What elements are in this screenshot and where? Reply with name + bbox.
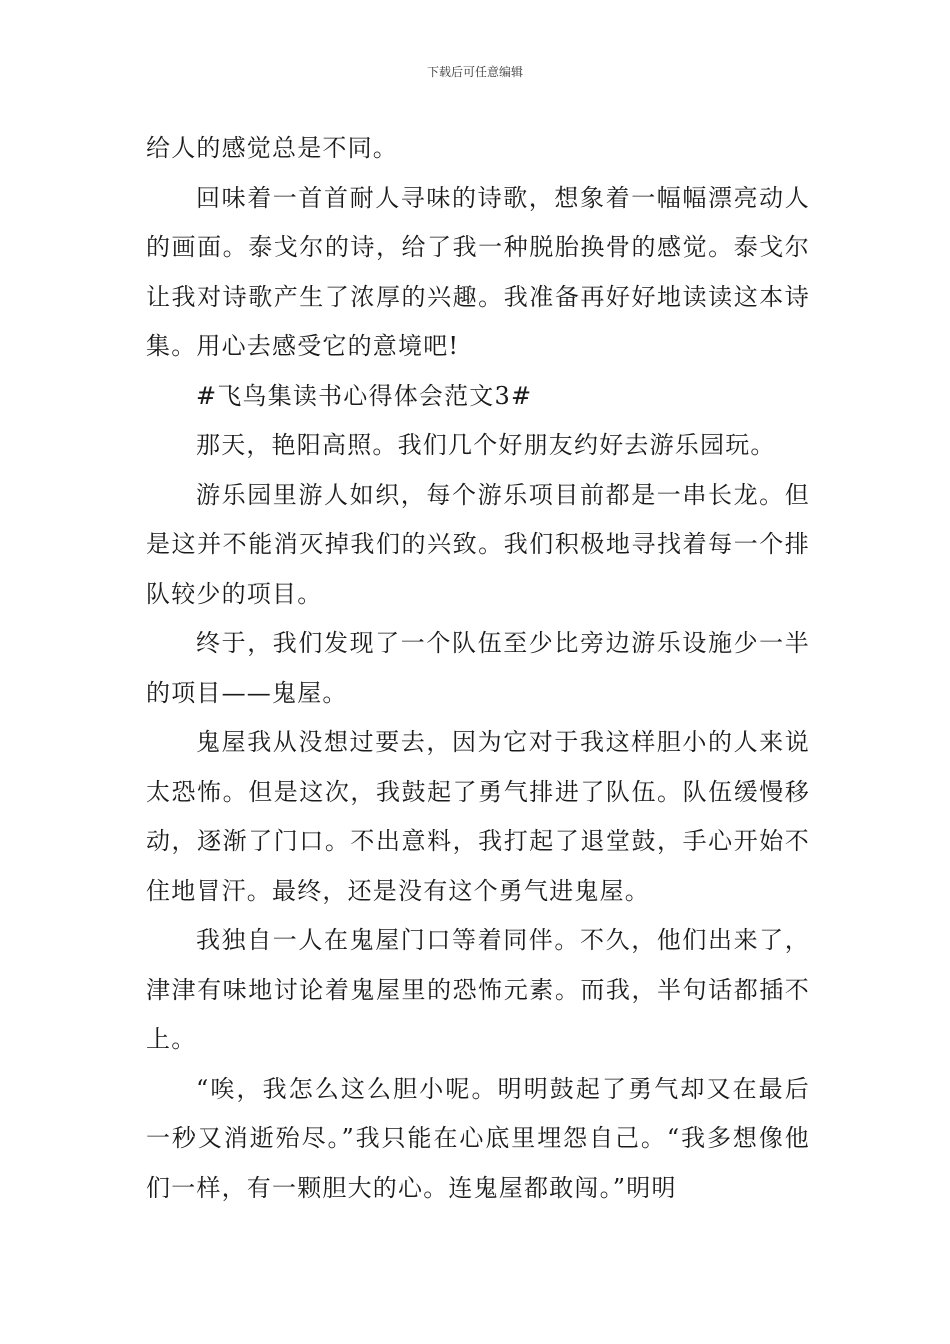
paragraph: 鬼屋我从没想过要去，因为它对于我这样胆小的人来说太恐怖。但是这次，我鼓起了勇气排进了队伍。队伍缓慢移动，逐渐了门口。不出意料，我打起了退堂鼓，手心开始不住地冒汗。最终，还是没有这个勇气进鬼屋。 — [146, 728, 810, 905]
paragraph: 给人的感觉总是不同。 — [146, 134, 398, 162]
page-header: 下载后可任意编辑 — [426, 65, 523, 79]
paragraph: 我独自一人在鬼屋门口等着同伴。不久，他们出来了，津津有味地讨论着鬼屋里的恐怖元素。而我，半句话都插不上。 — [146, 926, 810, 1053]
section-heading: #飞鸟集读书心得体会范文3# — [196, 381, 533, 410]
paragraph: “唉，我怎么这么胆小呢。明明鼓起了勇气却又在最后一秒又消逝殆尽。”我只能在心底里埋怨自己。“我多想像他们一样，有一颗胆大的心。连鬼屋都敢闯。”明明 — [146, 1074, 810, 1202]
paragraph: 游乐园里游人如织，每个游乐项目前都是一串长龙。但是这并不能消灭掉我们的兴致。我们积极地寻找着每一个排队较少的项目。 — [146, 480, 810, 608]
paragraph: 终于，我们发现了一个队伍至少比旁边游乐设施少一半的项目——鬼屋。 — [146, 629, 810, 707]
paragraph: 回味着一首首耐人寻味的诗歌，想象着一幅幅漂亮动人的画面。泰戈尔的诗，给了我一种脱胎换骨的感觉。泰戈尔让我对诗歌产生了浓厚的兴趣。我准备再好好地读读这本诗集。用心去感受它的意境吧! — [146, 183, 810, 360]
document-body — [146, 124, 810, 1213]
paragraph: 那天，艳阳高照。我们几个好朋友约好去游乐园玩。 — [196, 431, 776, 459]
